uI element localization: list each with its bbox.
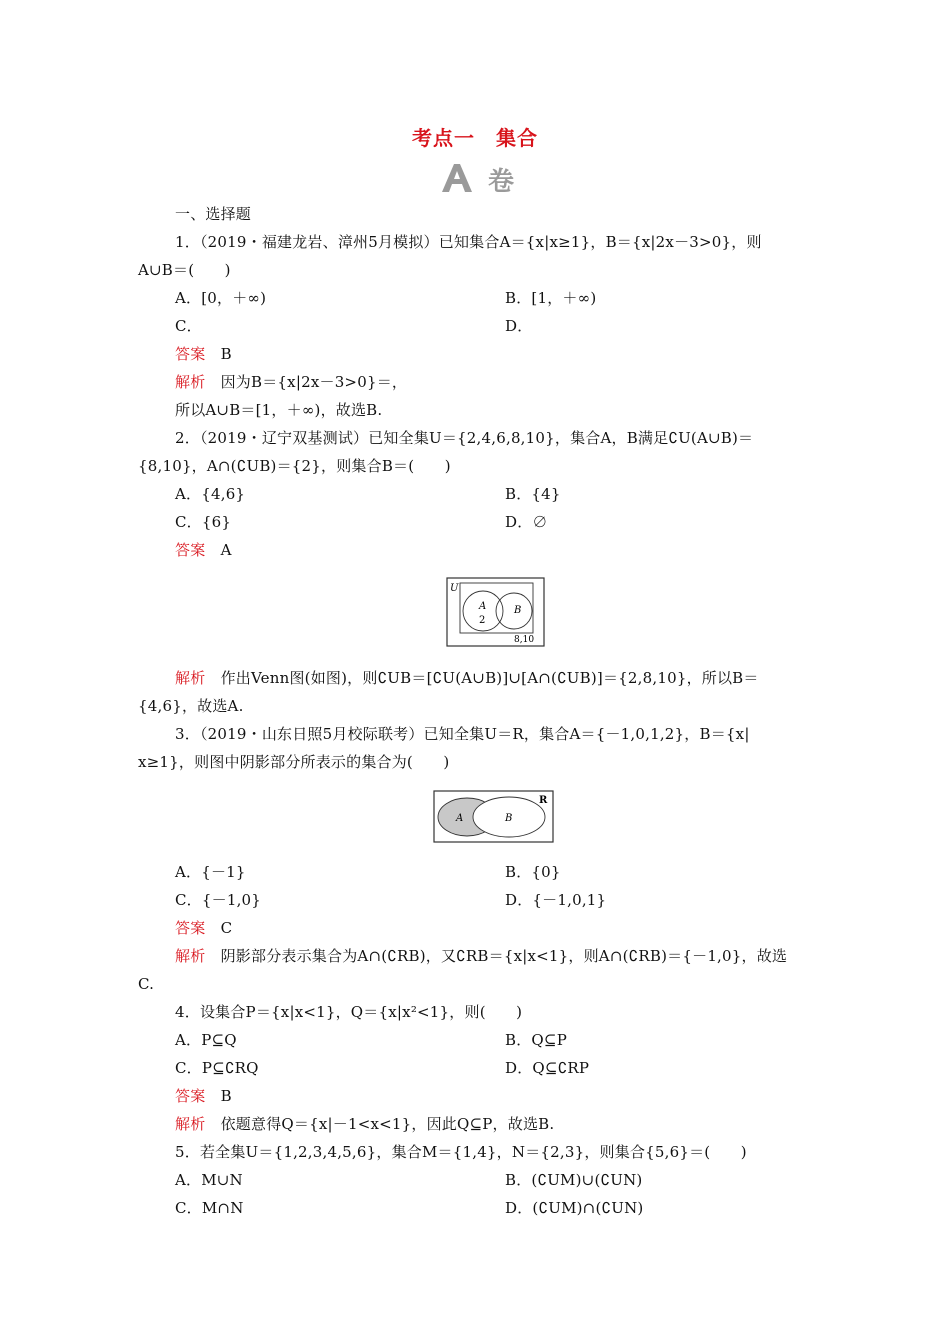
venn-a-element: 2 xyxy=(479,615,486,626)
q1-analysis-label: 解析 xyxy=(175,373,206,391)
q3-option-b: B．{0} xyxy=(505,863,561,881)
q4-option-b: B．Q⊆P xyxy=(505,1031,567,1049)
section-heading: 一、选择题 xyxy=(175,205,252,223)
volume-a-char: 卷 xyxy=(488,167,515,196)
q3-answer-value: C xyxy=(220,919,233,937)
q1-stem-part2: A＝{x|x≥1}，B＝{x|2x－3>0}，则 xyxy=(499,233,762,251)
q4-answer xyxy=(175,1086,232,1106)
q3-analysis-label: 解析 xyxy=(175,947,206,965)
q3-stem-line2: x≥1}，则图中阴影部分所表示的集合为( ) xyxy=(138,753,450,771)
q2-answer-value: A xyxy=(220,541,232,559)
q1-answer-value: B xyxy=(220,345,232,363)
q3-stem-line1: 3．（2019・山东日照5月校际联考）已知全集U＝R，集合A＝{－1,0,1,2}，B＝{x| xyxy=(175,725,750,743)
venn3-a-label: A xyxy=(456,813,464,824)
q4-option-c: C．P⊆∁RQ xyxy=(175,1059,259,1077)
q1-analysis-line1 xyxy=(175,372,407,392)
q1-analysis-text1: 因为B＝{x|2x－3>0}＝， xyxy=(220,373,408,391)
q2-analysis-line2: {4,6}，故选A. xyxy=(138,697,244,715)
q5-option-a: A．M∪N xyxy=(175,1171,243,1189)
q1-option-c: C． xyxy=(175,317,202,335)
page-title: 考点一 集合 xyxy=(412,126,538,150)
q2-venn-diagram xyxy=(446,577,546,651)
q2-option-b: B．{4} xyxy=(505,485,561,503)
q4-answer-value: B xyxy=(220,1087,232,1105)
q4-option-d: D．Q⊆∁RP xyxy=(505,1059,590,1077)
q5-option-b: B．(∁UM)∪(∁UN) xyxy=(505,1171,643,1189)
q2-stem-line1: 2．（2019・辽宁双基测试）已知全集U＝{2,4,6,8,10}，集合A，B满足∁U(A∪B)＝ xyxy=(175,429,754,447)
q2-analysis-label: 解析 xyxy=(175,669,206,687)
q4-analysis-text: 依题意得Q＝{x|－1<x<1}，因此Q⊆P，故选B. xyxy=(220,1115,555,1133)
q1-stem-line1 xyxy=(175,232,762,252)
q1-answer-label: 答案 xyxy=(175,345,206,363)
q3-analysis-line1 xyxy=(175,946,787,966)
q3-option-a: A．{－1} xyxy=(175,863,246,881)
q1-option-b: B．[1，＋∞) xyxy=(505,289,597,307)
q1-option-a: A．[0，＋∞) xyxy=(175,289,267,307)
q5-option-c: C．M∩N xyxy=(175,1199,244,1217)
q3-analysis-text1: 阴影部分表示集合为A∩(∁RB)，又∁RB＝{x|x<1}，则A∩(∁RB)＝{－1,0}，故选 xyxy=(220,947,788,965)
q2-option-c: C．{6} xyxy=(175,513,232,531)
q2-option-a: A．{4,6} xyxy=(175,485,246,503)
q2-analysis-text1: 作出Venn图(如图)，则∁UB＝[∁U(A∪B)]∪[A∩(∁UB)]＝{2,8,10}，所以B＝ xyxy=(220,669,759,687)
q3-analysis-line2: C. xyxy=(138,975,155,993)
q3-answer-label: 答案 xyxy=(175,919,206,937)
q5-option-d: D．(∁UM)∩(∁UN) xyxy=(505,1199,644,1217)
q2-option-d: D．∅ xyxy=(505,513,548,531)
q4-stem: 4．设集合P＝{x|x<1}，Q＝{x|x²<1}，则( ) xyxy=(175,1003,523,1021)
venn-complement-elements: 8,10 xyxy=(514,635,535,645)
q3-answer xyxy=(175,918,232,938)
venn-u-label: U xyxy=(450,583,459,594)
q2-answer xyxy=(175,540,232,560)
q4-option-a: A．P⊆Q xyxy=(175,1031,237,1049)
venn-r-label: R xyxy=(539,795,548,806)
q4-analysis-label: 解析 xyxy=(175,1115,206,1133)
q2-stem-line2: {8,10}，A∩(∁UB)＝{2}，则集合B＝( ) xyxy=(138,457,451,475)
q1-analysis-line2: 所以A∪B＝[1，＋∞)，故选B. xyxy=(175,401,383,419)
q3-venn-diagram xyxy=(433,790,555,848)
q1-answer xyxy=(175,344,232,364)
q5-stem: 5．若全集U＝{1,2,3,4,5,6}，集合M＝{1,4}，N＝{2,3}，则集合{5,6}＝( ) xyxy=(175,1143,747,1161)
q1-stem-part1: 1．（2019・福建龙岩、漳州5月模拟）已知集合 xyxy=(175,233,500,251)
q1-stem-line2: A∪B＝( ) xyxy=(138,261,231,279)
q3-option-c: C．{－1,0} xyxy=(175,891,262,909)
volume-a-logo xyxy=(438,160,538,196)
q2-answer-label: 答案 xyxy=(175,541,206,559)
venn-b-label: B xyxy=(514,605,522,616)
q3-option-d: D．{－1,0,1} xyxy=(505,891,607,909)
q4-answer-label: 答案 xyxy=(175,1087,206,1105)
q4-analysis xyxy=(175,1114,554,1134)
venn-a-label: A xyxy=(479,601,487,612)
venn3-b-label: B xyxy=(505,813,513,824)
q2-analysis-line1 xyxy=(175,668,759,688)
q1-option-d: D． xyxy=(505,317,533,335)
